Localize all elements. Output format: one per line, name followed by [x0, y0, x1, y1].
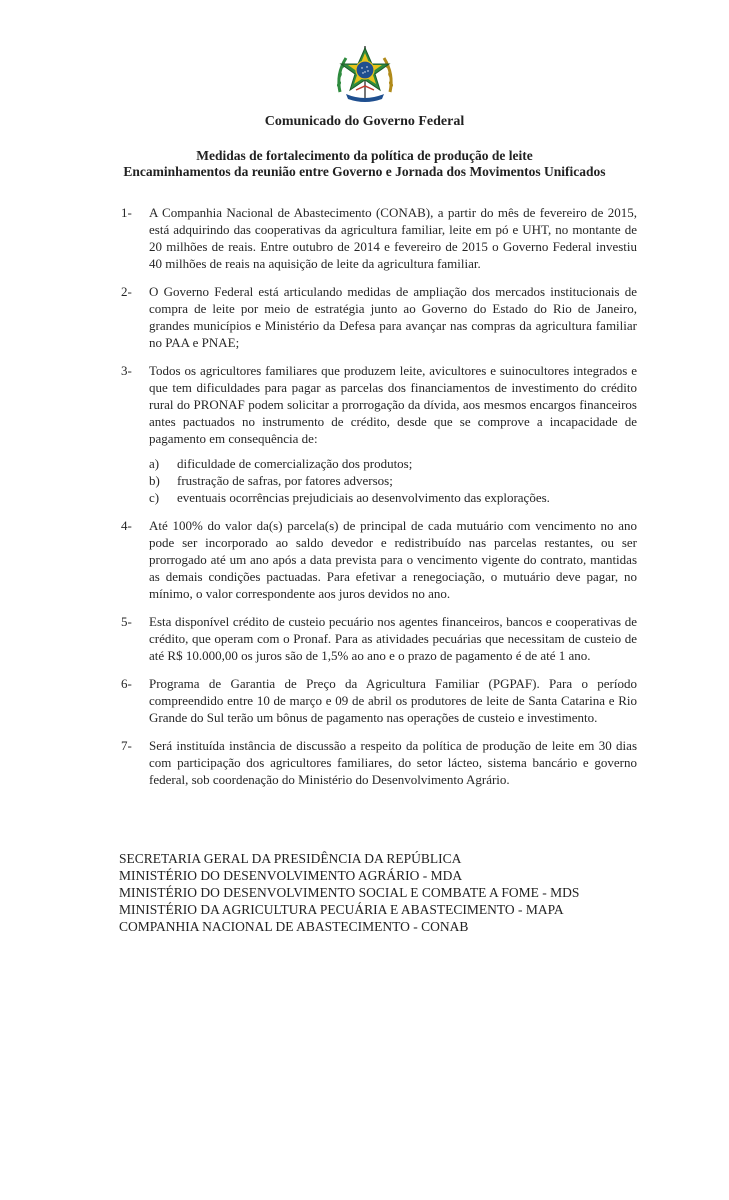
sub-item-letter: c)	[149, 490, 160, 505]
signatory: MINISTÉRIO DO DESENVOLVIMENTO SOCIAL E COMBATE A FOME - MDS	[119, 885, 580, 900]
sub-list	[149, 455, 637, 506]
signatory: SECRETARIA GERAL DA PRESIDÊNCIA DA REPÚBLICA	[119, 851, 462, 866]
signatory: MINISTÉRIO DO DESENVOLVIMENTO AGRÁRIO - MDA	[119, 868, 463, 883]
list-item	[121, 283, 637, 351]
document-title: Comunicado do Governo Federal	[264, 114, 465, 129]
list-item	[121, 737, 637, 788]
item-text: Até 100% do valor da(s) parcela(s) de principal de cada mutuário com vencimento no ano pode ser incorporado ao saldo devedor e redistribuído nas parcelas restantes, ou ser prorrogado até um ano após a data prevista para o vencimento vigente do contrato, mantidas as demais condições pactuadas. Para efetivar a renegociação, o mutuário deve pagar, no mínimo, o valor correspondente aos juros devidos no ano.	[149, 518, 637, 601]
sub-list-item	[149, 472, 637, 489]
item-number: 4-	[121, 518, 132, 533]
signatory: COMPANHIA NACIONAL DE ABASTECIMENTO - CONAB	[119, 919, 469, 934]
sub-item-letter: b)	[149, 473, 160, 488]
sub-item-letter: a)	[149, 456, 160, 471]
list-item	[121, 204, 637, 272]
item-number: 5-	[121, 614, 132, 629]
item-number: 1-	[121, 205, 132, 220]
item-text: Todos os agricultores familiares que produzem leite, avicultores e suinocultores integrados e que tem dificuldades para pagar as parcelas dos financiamentos de investimento do crédito rural do PRONAF podem solicitar a prorrogação da dívida, aos mesmos encargos financeiros antes pactuados no instrumento de crédito, desde que se comprove a incapacidade de pagamento em consequência de:	[149, 363, 637, 446]
signatory: MINISTÉRIO DA AGRICULTURA PECUÁRIA E ABASTECIMENTO - MAPA	[119, 902, 564, 917]
list-item	[121, 613, 637, 664]
measures-list	[121, 204, 637, 799]
sub-item-text: dificuldade de comercialização dos produtos;	[177, 456, 413, 471]
item-number: 6-	[121, 676, 132, 691]
list-item	[121, 517, 637, 602]
item-text: Esta disponível crédito de custeio pecuário nos agentes financeiros, bancos e cooperativas de crédito, que operam com o Pronaf. Para as atividades pecuárias que necessitam de custeio de até R$ 10.000,00 os juros são de 1,5% ao ano e o prazo de pagamento é de até 1 ano.	[149, 614, 637, 663]
item-text: O Governo Federal está articulando medidas de ampliação dos mercados institucionais de compra de leite por meio de estratégia junto ao Governo do Estado do Rio de Janeiro, grandes municípios e Ministério da Defesa para avançar nas compras da agricultura familiar no PAA e PNAE;	[149, 284, 637, 350]
signatories-block	[119, 850, 579, 935]
sub-list-item	[149, 455, 637, 472]
item-text: A Companhia Nacional de Abastecimento (CONAB), a partir do mês de fevereiro de 2015, está adquirindo das cooperativas da agricultura familiar, leite em pó e UHT, no montante de 20 milhões de reais. Entre outubro de 2014 e fevereiro de 2015 o Governo Federal investiu 40 milhões de reais na aquisição de leite da agricultura familiar.	[149, 205, 637, 271]
item-body	[149, 362, 637, 506]
sub-item-text: eventuais ocorrências prejudiciais ao desenvolvimento das explorações.	[177, 490, 550, 505]
document-subtitle-line2: Encaminhamentos da reunião entre Governo e Jornada dos Movimentos Unificados	[123, 164, 606, 179]
document-subtitle-line1: Medidas de fortalecimento da política de produção de leite	[196, 148, 533, 163]
sub-list-item	[149, 489, 637, 506]
list-item	[121, 675, 637, 726]
item-text: Programa de Garantia de Preço da Agricultura Familiar (PGPAF). Para o período compreendido entre 10 de março e 09 de abril os produtores de leite de Santa Catarina e Rio Grande do Sul terão um bônus de pagamento nas operações de custeio e investimento.	[149, 676, 637, 725]
item-number: 2-	[121, 284, 132, 299]
item-text: Será instituída instância de discussão a respeito da política de produção de leite em 30 dias com participação dos agricultores familiares, do setor lácteo, sistema bancário e governo federal, sob coordenação do Ministério do Desenvolvimento Agrário.	[149, 738, 637, 787]
item-number: 3-	[121, 363, 132, 378]
item-number: 7-	[121, 738, 132, 753]
sub-item-text: frustração de safras, por fatores adversos;	[177, 473, 393, 488]
coat-of-arms-icon	[332, 42, 398, 104]
list-item	[121, 362, 637, 506]
